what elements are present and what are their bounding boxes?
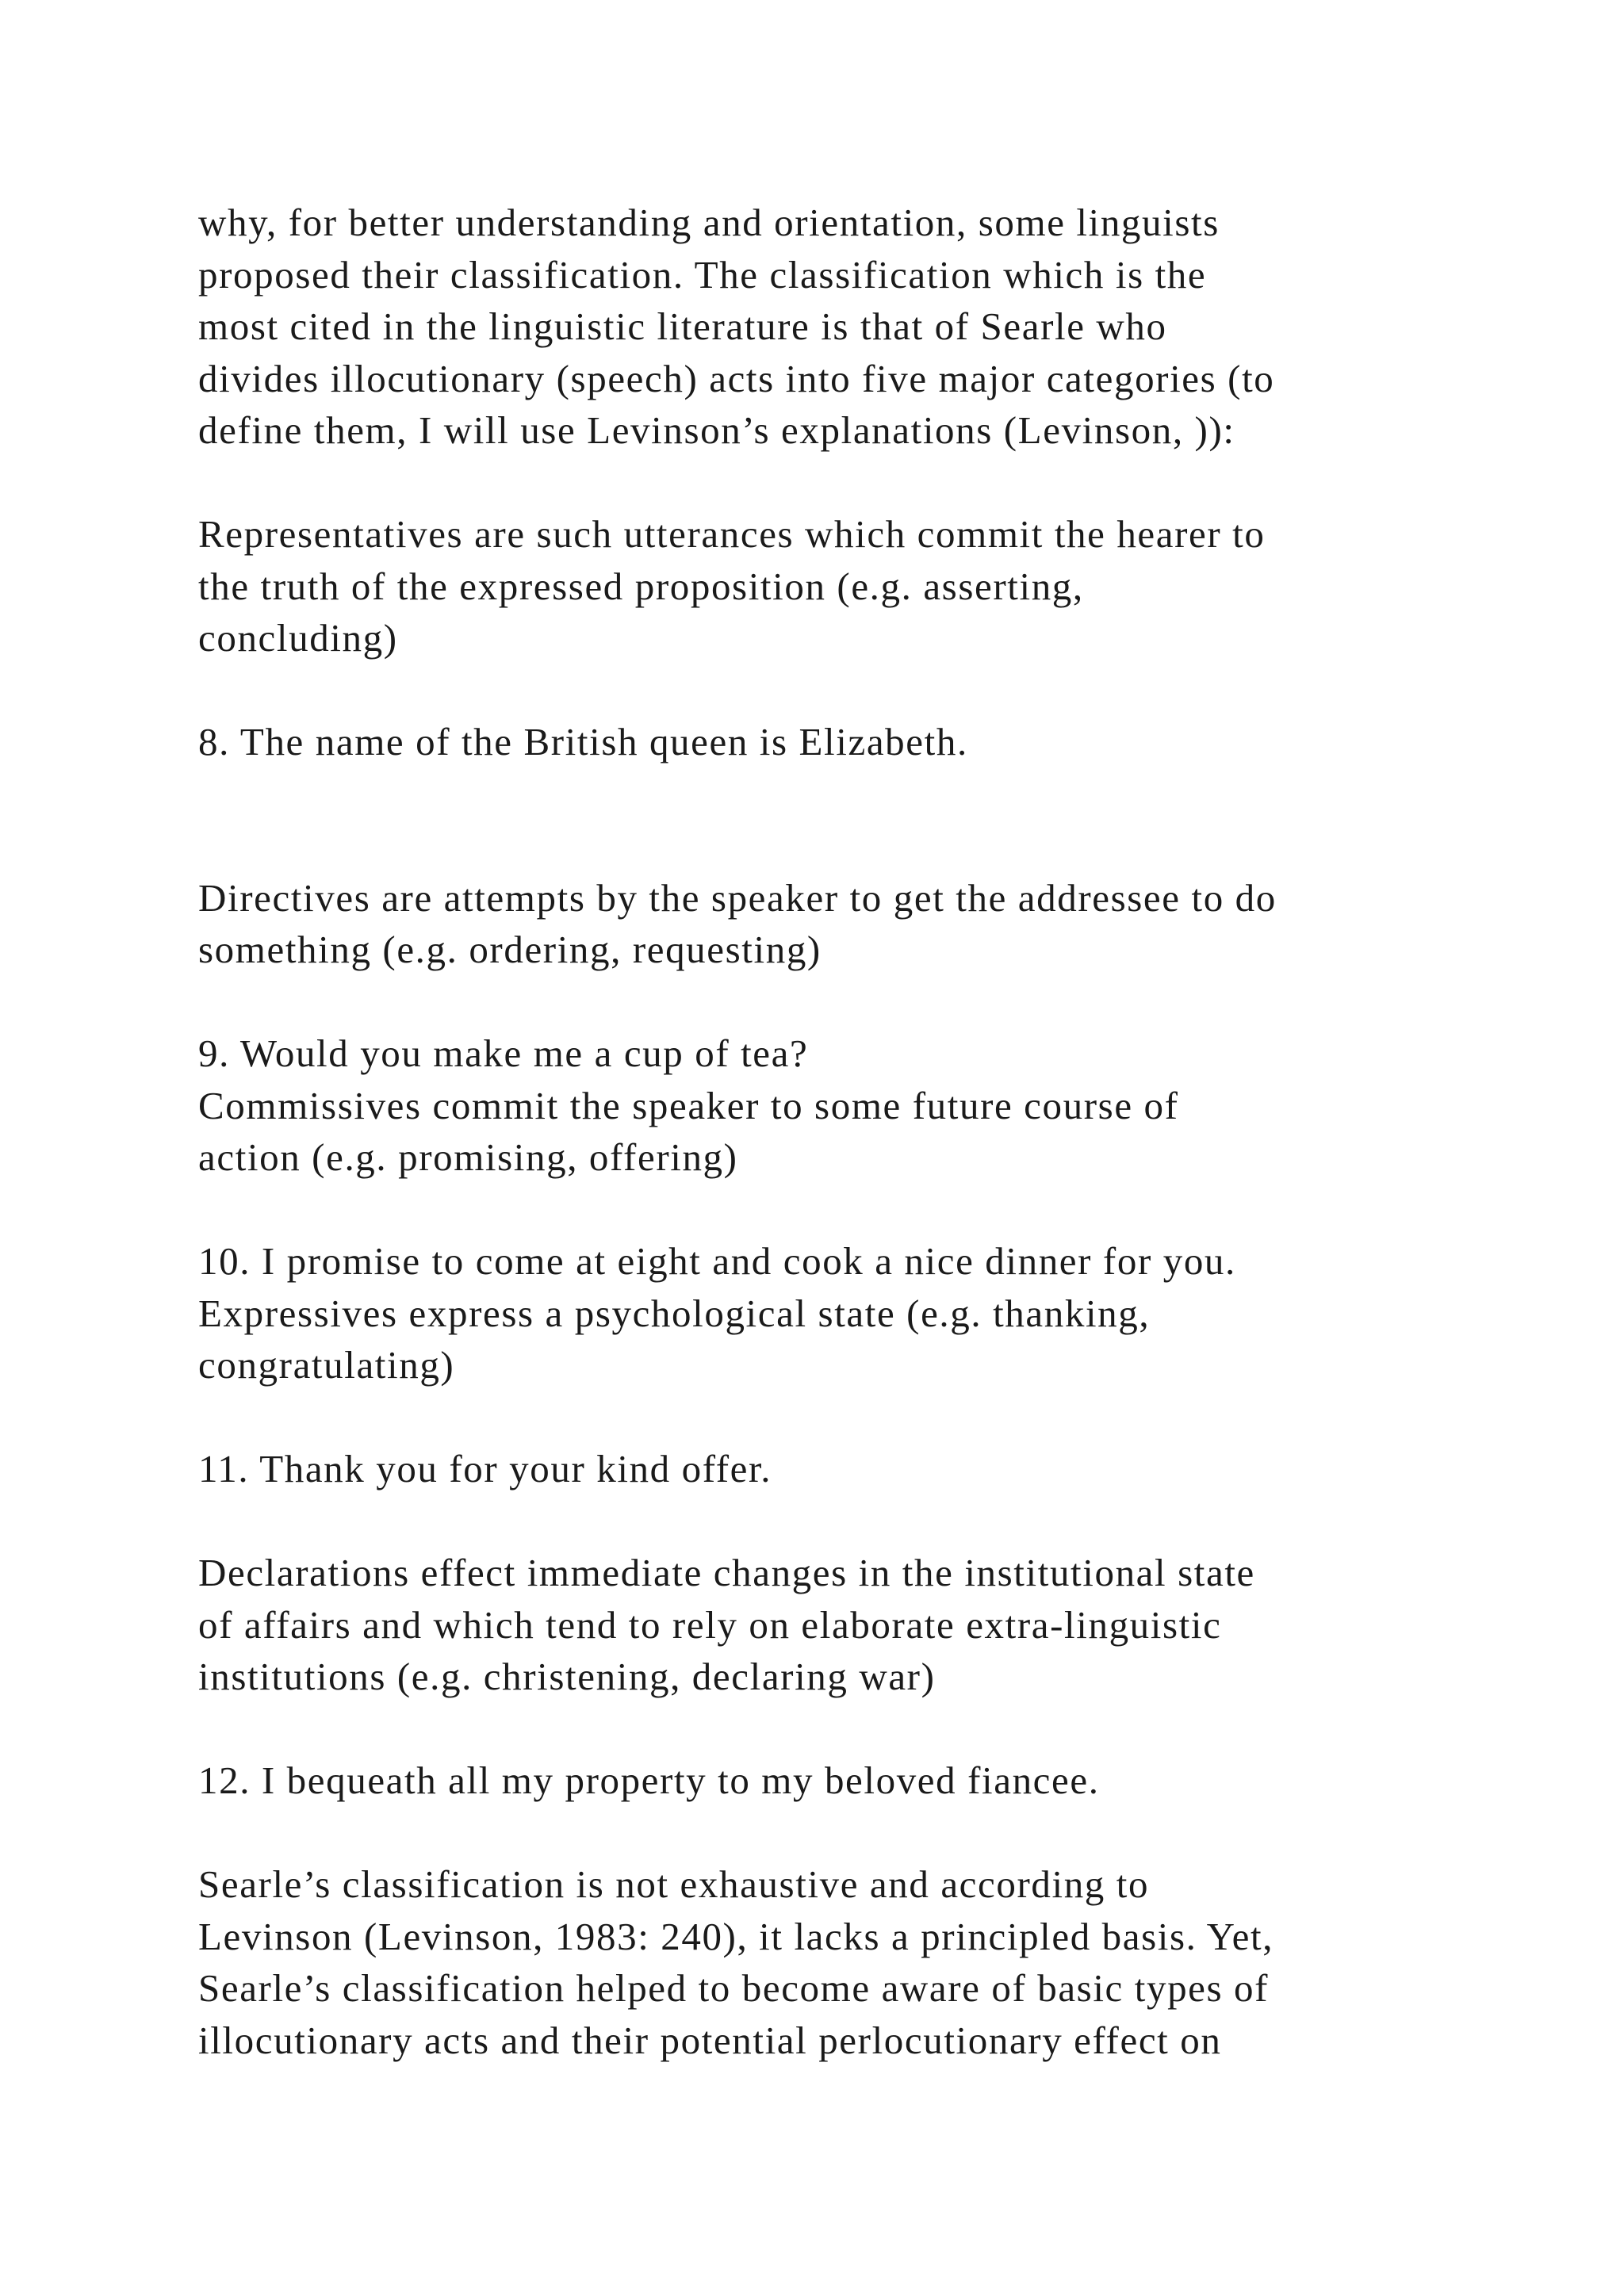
- text-line: Representatives are such utterances which commit the hearer to: [198, 512, 1266, 556]
- text-line: 10. I promise to come at eight and cook a nice dinner for you.: [198, 1239, 1236, 1283]
- text-line: of affairs and which tend to rely on elaborate extra-linguistic: [198, 1602, 1222, 1647]
- text-line: the truth of the expressed proposition (e.g. asserting,: [198, 564, 1084, 608]
- text-line: Searle’s classification helped to become aware of basic types of: [198, 1966, 1270, 2010]
- text-line: proposed their classification. The classification which is the: [198, 252, 1207, 297]
- paragraph-conclusion: [198, 1858, 1507, 2066]
- text-line: congratulating): [198, 1343, 455, 1387]
- text-line: define them, I will use Levinson’s explanations (Levinson, )):: [198, 408, 1235, 452]
- paragraph-representatives: [198, 508, 1507, 664]
- text-line: institutions (e.g. christening, declaring war): [198, 1655, 936, 1698]
- text-line: Commissives commit the speaker to some future course of: [198, 1083, 1179, 1127]
- text-line: 9. Would you make me a cup of tea?: [198, 1031, 809, 1075]
- document-body: [198, 197, 1507, 2066]
- text-line: 12. I bequeath all my property to my beloved fiancee.: [198, 1758, 1100, 1802]
- text-line: Levinson (Levinson, 1983: 240), it lacks a principled basis. Yet,: [198, 1914, 1274, 1958]
- paragraph-intro: [198, 197, 1507, 457]
- example-12: [198, 1755, 1507, 1807]
- text-line: concluding): [198, 616, 398, 660]
- text-line: action (e.g. promising, offering): [198, 1135, 738, 1179]
- text-line: Directives are attempts by the speaker to get the addressee to do: [198, 875, 1277, 920]
- text-line: why, for better understanding and orientation, some linguists: [198, 201, 1220, 244]
- paragraph-example-10-expressives: [198, 1235, 1507, 1391]
- example-8: [198, 716, 1507, 768]
- paragraph-example-9-commissives: [198, 1027, 1507, 1184]
- text-line: Searle’s classification is not exhaustive and according to: [198, 1862, 1150, 1906]
- paragraph-directives: [198, 872, 1507, 976]
- text-line: illocutionary acts and their potential perlocutionary effect on: [198, 2018, 1222, 2062]
- example-11: [198, 1443, 1507, 1495]
- text-line: something (e.g. ordering, requesting): [198, 928, 822, 971]
- text-line: most cited in the linguistic literature is that of Searle who: [198, 304, 1167, 348]
- paragraph-declarations: [198, 1547, 1507, 1703]
- text-line: Declarations effect immediate changes in the institutional state: [198, 1551, 1255, 1594]
- text-line: 11. Thank you for your kind offer.: [198, 1447, 772, 1490]
- text-line: 8. The name of the British queen is Elizabeth.: [198, 720, 968, 763]
- text-line: divides illocutionary (speech) acts into five major categories (to: [198, 356, 1275, 400]
- text-line: Expressives express a psychological state (e.g. thanking,: [198, 1291, 1151, 1335]
